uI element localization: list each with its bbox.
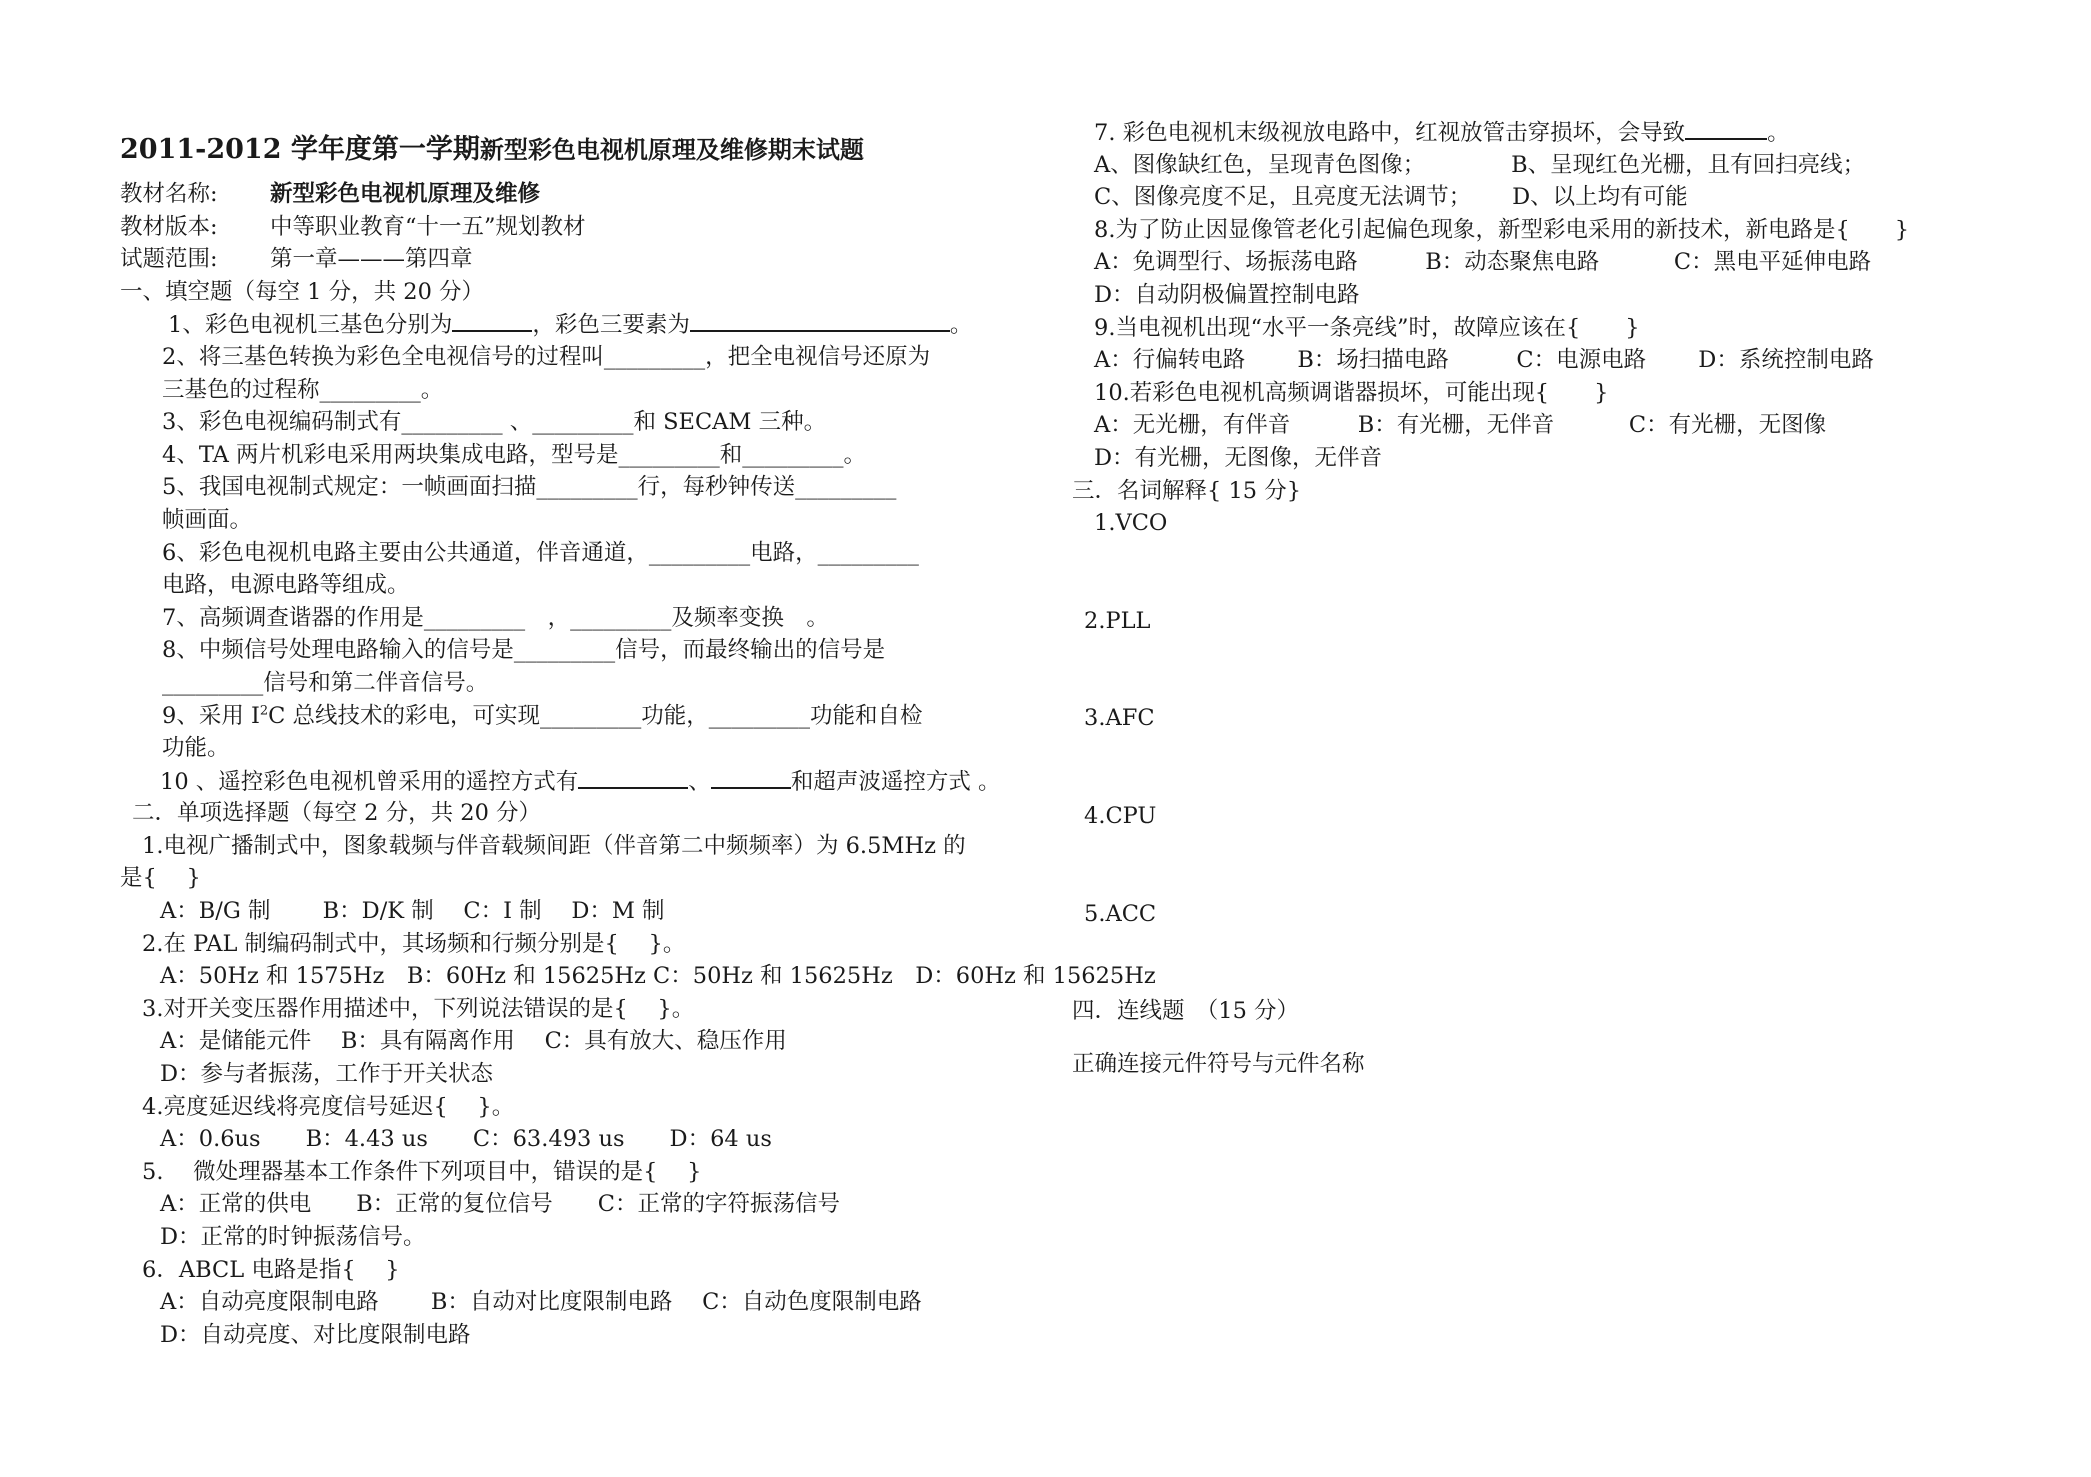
- term-item: 1.VCO: [1094, 510, 1168, 537]
- choice-question-1a: 1.电视广播制式中，图象载频与伴音载频间距（伴音第二中频频率）为 6.5MHz 的: [142, 832, 966, 859]
- answer-space[interactable]: [1072, 833, 2032, 898]
- term-item: 3.AFC: [1084, 705, 1155, 732]
- fill-question-9a: [120, 700, 1040, 733]
- choice-question-6: 6．ABCL 电路是指{ }: [142, 1256, 400, 1283]
- section4-instruction: 正确连接元件符号与元件名称: [1072, 1050, 1365, 1077]
- fill-question-9b: 功能。: [162, 735, 230, 762]
- question-text: 1、彩色电视机三基色分别为: [168, 312, 453, 339]
- choice-question-1b: 是{ }: [120, 865, 201, 892]
- title-year: 2011-2012 学年度第一学期: [120, 134, 480, 165]
- choice-question-10-options-a: A：无光栅，有伴音 B：有光栅，无伴音 C：有光栅，无图像: [1094, 412, 1827, 439]
- question-text: 7. 彩色电视机末级视放电路中，红视放管击穿损坏，会导致: [1094, 120, 1686, 146]
- title-course: 新型彩色电视机原理及维修期末试题: [479, 135, 864, 164]
- answer-space[interactable]: [1072, 735, 2032, 800]
- choice-question-5-options-a: A：正常的供电 B：正常的复位信号 C：正常的字符振荡信号: [160, 1191, 841, 1218]
- question-text: C 总线技术的彩电，可实现_________功能，_________功能和自检: [268, 702, 923, 729]
- blank[interactable]: [1685, 116, 1767, 140]
- term-item: 4.CPU: [1084, 802, 1157, 829]
- meta-label: 教材版本:: [120, 213, 218, 240]
- fill-question-5b: 帧画面。: [162, 506, 253, 533]
- question-text: 和超声波遥控方式 。: [790, 768, 1001, 795]
- answer-space[interactable]: [1072, 540, 2032, 605]
- meta-row-edition: [120, 211, 1040, 244]
- fill-question-6a: 6、彩色电视机电路主要由公共通道，伴音通道，_________电路，_________: [162, 539, 919, 566]
- choice-question-7: [1072, 116, 2032, 149]
- choice-question-5-options-b: D：正常的时钟振荡信号。: [160, 1224, 426, 1250]
- meta-value: 新型彩色电视机原理及维修: [270, 181, 541, 207]
- meta-value: 中等职业教育“十一五”规划教材: [270, 213, 586, 240]
- choice-question-2: 2.在 PAL 制编码制式中，其场频和行频分别是{ }。: [142, 930, 686, 957]
- question-text: 。: [1767, 120, 1790, 146]
- choice-question-4-options: A：0.6us B：4.43 us C：63.493 us D：64 us: [160, 1126, 772, 1153]
- superscript: 2: [259, 703, 269, 718]
- choice-question-9: 9.当电视机出现“水平一条亮线”时，故障应该在{ }: [1094, 314, 1640, 341]
- fill-question-10: [120, 765, 1040, 798]
- fill-question-5a: 5、我国电视制式规定：一帧画面扫描_________行，每秒钟传送_________: [162, 474, 897, 501]
- question-text: 9、采用 I: [162, 702, 260, 729]
- section3-heading: 三．名词解释{ 15 分}: [1072, 477, 1302, 504]
- section2-heading: 二．单项选择题（每空 2 分，共 20 分）: [132, 800, 542, 827]
- choice-question-1-options: A：B/G 制 B：D/K 制 C：I 制 D：M 制: [160, 898, 665, 925]
- choice-question-10: 10.若彩色电视机高频调谐器损坏，可能出现{ }: [1094, 379, 1609, 406]
- spacer: [1072, 1028, 2032, 1048]
- blank[interactable]: [578, 765, 688, 789]
- choice-question-8-options-a: A：免调型行、场振荡电路 B：动态聚焦电路 C：黑电平延伸电路: [1094, 249, 1872, 276]
- question-text: 、: [688, 768, 711, 795]
- question-text: 10 、遥控彩色电视机曾采用的遥控方式有: [160, 768, 579, 795]
- choice-question-10-options-b: D：有光栅，无图像，无伴音: [1094, 444, 1383, 471]
- choice-question-4: 4.亮度延迟线将亮度信号延迟{ }。: [142, 1093, 515, 1120]
- meta-label: 教材名称:: [120, 181, 218, 207]
- fill-question-8b: _________信号和第二伴音信号。: [162, 669, 489, 696]
- choice-question-6-options-b: D：自动亮度、对比度限制电路: [160, 1321, 471, 1348]
- term-item: 5.ACC: [1084, 900, 1157, 927]
- choice-question-7-options-b: C、图像亮度不足，且亮度无法调节； D、以上均有可能: [1094, 184, 1688, 211]
- choice-question-3-options-a: A：是储能元件 B：具有隔离作用 C：具有放大、稳压作用: [160, 1028, 787, 1055]
- blank[interactable]: [452, 308, 532, 332]
- section4-heading: 四．连线题 （15 分）: [1072, 998, 1300, 1025]
- page-title: [120, 130, 1040, 170]
- blank[interactable]: [690, 308, 950, 332]
- meta-label: 试题范围:: [120, 246, 218, 273]
- meta-row-textbook: [120, 178, 1040, 211]
- choice-question-8-options-b: D：自动阴极偏置控制电路: [1094, 281, 1360, 308]
- fill-question-6b: 电路，电源电路等组成。: [162, 572, 410, 599]
- answer-space[interactable]: [1072, 637, 2032, 702]
- fill-question-2b: 三基色的过程称_________。: [162, 376, 444, 403]
- question-text: ，彩色三要素为: [532, 312, 690, 339]
- choice-question-8: 8.为了防止因显像管老化引起偏色现象，新型彩电采用的新技术，新电路是{ }: [1094, 216, 1910, 243]
- fill-question-3: 3、彩色电视编码制式有_________ 、_________和 SECAM 三种。: [162, 409, 827, 436]
- choice-question-3: 3.对开关变压器作用描述中，下列说法错误的是{ }。: [142, 995, 695, 1022]
- meta-row-scope: [120, 243, 1040, 276]
- right-column: [1072, 116, 2032, 1080]
- choice-question-9-options: A：行偏转电路 B：场扫描电路 C：电源电路 D：系统控制电路: [1094, 347, 1874, 374]
- blank[interactable]: [711, 765, 791, 789]
- answer-space[interactable]: [1072, 930, 2032, 995]
- fill-question-1: [120, 308, 1040, 341]
- section1-heading: 一、填空题（每空 1 分，共 20 分）: [120, 278, 485, 305]
- choice-question-2-options: A：50Hz 和 1575Hz B：60Hz 和 15625Hz C：50Hz 和 15625Hz D：60Hz 和 15625Hz: [160, 963, 1156, 990]
- choice-question-3-options-b: D：参与者振荡，工作于开关状态: [160, 1061, 494, 1088]
- meta-value: 第一章———第四章: [270, 246, 473, 273]
- fill-question-4: 4、TA 两片机彩电采用两块集成电路，型号是_________和_________。: [162, 441, 866, 468]
- question-text: 。: [949, 312, 973, 339]
- term-item: 2.PLL: [1084, 607, 1151, 634]
- choice-question-7-options-a: A、图像缺红色，呈现青色图像； B、呈现红色光栅，且有回扫亮线；: [1094, 151, 1866, 178]
- choice-question-6-options-a: A：自动亮度限制电路 B：自动对比度限制电路 C：自动色度限制电路: [160, 1289, 922, 1316]
- fill-question-7: 7、高频调查谐器的作用是_________ ，_________及频率变换 。: [162, 604, 829, 631]
- fill-question-2a: 2、将三基色转换为彩色全电视信号的过程叫_________，把全电视信号还原为: [162, 343, 931, 370]
- fill-question-8a: 8、中频信号处理电路输入的信号是_________信号，而最终输出的信号是: [162, 637, 886, 664]
- choice-question-5: 5. 微处理器基本工作条件下列项目中，错误的是{ }: [142, 1158, 702, 1185]
